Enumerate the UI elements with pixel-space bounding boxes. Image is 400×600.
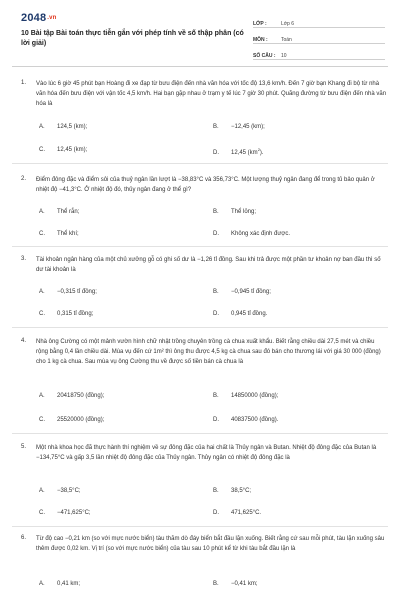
option-c[interactable] xyxy=(39,417,104,423)
option-b[interactable] xyxy=(213,209,256,215)
option-letter: A. xyxy=(39,393,45,399)
question-number: 4. xyxy=(21,338,27,344)
option-d[interactable] xyxy=(213,231,290,237)
meta-value: Toán xyxy=(281,37,292,43)
option-a[interactable] xyxy=(39,124,87,130)
question-number: 1. xyxy=(21,80,27,86)
logo-suffix: .vn xyxy=(47,15,57,22)
option-letter: A. xyxy=(39,488,45,494)
meta-value: 10 xyxy=(281,53,287,59)
question-number: 3. xyxy=(21,256,27,262)
option-text: 0,315 tỉ đồng; xyxy=(57,311,94,317)
meta-label: SỐ CÂU : xyxy=(253,53,276,59)
option-letter: B. xyxy=(213,581,219,587)
option-c[interactable] xyxy=(39,147,87,153)
question-text: Một nhà khoa học đã thực hành thí nghiệm về sự đông đặc của hai chất là Thủy ngân và Butan. Nhiệt độ đông đặc của Butan là −134,75°C và gấp 3,5 lần nhiệt độ đông đặc của Thủy ngân. Thủy ngân có nhiệt độ đông đặc là xyxy=(36,445,377,461)
option-superscript: 2 xyxy=(257,147,260,152)
option-b[interactable] xyxy=(213,289,271,295)
question-number: 6. xyxy=(21,535,27,541)
option-d[interactable] xyxy=(213,311,267,317)
option-text: Không xác định được. xyxy=(231,231,290,237)
option-b[interactable] xyxy=(213,581,258,587)
question-separator xyxy=(12,433,388,434)
option-c[interactable] xyxy=(39,311,93,317)
option-letter: D. xyxy=(213,150,219,156)
option-tail: ). xyxy=(259,150,264,156)
option-d[interactable] xyxy=(213,510,261,516)
option-b[interactable] xyxy=(213,124,265,130)
header-divider xyxy=(12,66,388,67)
option-letter: A. xyxy=(39,581,45,587)
worksheet-title: 10 Bài tập Bài toán thực tiễn gắn với phép tính về số thập phân (có lời giải) xyxy=(21,30,244,47)
option-letter: C. xyxy=(39,231,45,237)
worksheet-header xyxy=(0,0,400,66)
option-letter: B. xyxy=(213,124,219,130)
option-letter: C. xyxy=(39,417,45,423)
option-letter: A. xyxy=(39,209,45,215)
option-text: Thể khí; xyxy=(57,231,79,237)
question-separator xyxy=(12,327,388,328)
option-text: 12,45 (km); xyxy=(57,147,88,153)
option-letter: B. xyxy=(213,209,219,215)
option-a[interactable] xyxy=(39,581,80,587)
option-text: −38,5°C; xyxy=(57,488,81,494)
option-text: −471,625°C; xyxy=(57,510,91,516)
option-text: 0,945 tỉ đồng. xyxy=(231,311,268,317)
option-text: −12,45 (km); xyxy=(231,124,265,130)
option-letter: D. xyxy=(213,311,219,317)
option-letter: D. xyxy=(213,510,219,516)
option-letter: D. xyxy=(213,231,219,237)
option-letter: C. xyxy=(39,311,45,317)
option-letter: A. xyxy=(39,124,45,130)
meta-info-box xyxy=(253,12,385,60)
question-separator xyxy=(12,163,388,164)
option-letter: B. xyxy=(213,393,219,399)
option-a[interactable] xyxy=(39,488,81,494)
meta-row-subject xyxy=(253,28,385,44)
question-text: Tài khoản ngân hàng của một chủ xưởng gỗ có ghi số dư là −1,26 tỉ đồng. Sau khi trả được một phần tư khoản nợ ban đầu thì số dư tài khoản là xyxy=(36,257,381,273)
question-separator xyxy=(12,246,388,247)
meta-row-count xyxy=(253,44,385,60)
option-text: 25520000 (đồng); xyxy=(57,417,105,423)
option-letter: A. xyxy=(39,289,45,295)
question-text: Từ độ cao −0,21 km (so với mực nước biển) tàu thăm dò đáy biển bắt đầu lặn xuống. Biết rằng cứ sau mỗi phút, tàu lặn xuống sâu thêm được 0,02 km. Vị trí (so với mực nước biển) của tàu sau 10 phút kể từ khi tàu bắt đầu lặn là xyxy=(36,536,385,552)
meta-value: Lớp 6 xyxy=(281,21,295,27)
option-text: 124,5 (km); xyxy=(57,124,88,130)
option-text: 12,45 (km xyxy=(231,150,258,156)
option-text: 471,625°C. xyxy=(231,510,262,516)
question-text: Nhà ông Cường có một mảnh vườn hình chữ nhật trồng chuyên trồng cà chua xuất khẩu. Biết rằng chiều dài 27,5 mét và chiều rộng bằng 0,4 lần chiều dài. Mùa vụ đến cứ 1m² thì ông thu được 4,5 kg cà chua sau đó bán cho thương lái với giá 30 000 (đồng) cho 1 kg cà chua. Sau mùa vụ ông Cường thu về được số tiền bán cà chua là xyxy=(36,339,381,365)
option-text: −0,315 tỉ đồng; xyxy=(57,289,97,295)
option-text: 38,5°C; xyxy=(231,488,252,494)
option-letter: B. xyxy=(213,289,219,295)
option-text: 0,41 km; xyxy=(57,581,81,587)
option-text: −0,41 km; xyxy=(231,581,258,587)
option-d[interactable] xyxy=(213,417,278,423)
option-c[interactable] xyxy=(39,231,79,237)
option-text: Thể rắn; xyxy=(57,209,80,215)
option-b[interactable] xyxy=(213,393,278,399)
option-b[interactable] xyxy=(213,488,251,494)
option-a[interactable] xyxy=(39,289,97,295)
option-letter: C. xyxy=(39,147,45,153)
option-text: Thể lỏng; xyxy=(231,209,257,215)
option-a[interactable] xyxy=(39,209,79,215)
option-letter: D. xyxy=(213,417,219,423)
option-letter: B. xyxy=(213,488,219,494)
option-text: 20418750 (đồng); xyxy=(57,393,105,399)
meta-label: MÔN : xyxy=(253,37,268,43)
option-d[interactable] xyxy=(213,147,264,156)
option-a[interactable] xyxy=(39,393,104,399)
option-text: 40837500 (đồng). xyxy=(231,417,279,423)
question-separator xyxy=(12,526,388,527)
meta-label: LỚP : xyxy=(253,21,267,27)
option-c[interactable] xyxy=(39,510,91,516)
option-text: −0,945 tỉ đồng; xyxy=(231,289,271,295)
site-logo[interactable] xyxy=(21,12,57,24)
question-text: Vào lúc 6 giờ 45 phút bạn Hoàng đi xe đạp từ bưu điện đến nhà văn hóa với tốc độ 13,6 km/h. Đến 7 giờ bạn Khang đi bộ từ nhà văn hóa đến bưu điện với vận tốc 4,5 km/h. Hai bạn gặp nhau ở trạm y tế lúc 7 giờ 30 phút. Quãng đường từ bưu điện đến nhà văn hóa là xyxy=(36,81,387,107)
logo-text: 2048 xyxy=(21,12,47,24)
question-number: 5. xyxy=(21,444,27,450)
option-text: 14850000 (đồng); xyxy=(231,393,279,399)
question-text: Điểm đông đặc và điểm sôi của thuỷ ngân lần lượt là −38,83°C và 356,73°C. Một lượng thuỷ ngân đang để trong tủ bảo quản ở nhiệt độ −41,3°C. Ở nhiệt độ đó, thủy ngân đang ở thể gì? xyxy=(36,177,375,193)
question-number: 2. xyxy=(21,176,27,182)
meta-row-grade xyxy=(253,12,385,28)
option-letter: C. xyxy=(39,510,45,516)
